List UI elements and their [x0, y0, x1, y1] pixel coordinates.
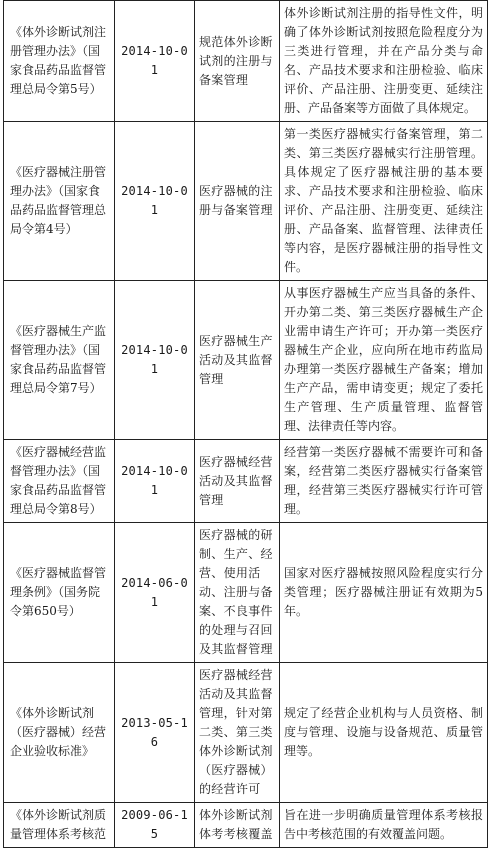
- effective-date-cell: [115, 663, 195, 803]
- table-row: [4, 440, 488, 523]
- regulated-scope: 医疗器械的研制、生产、经营、使用活动、注册与备案、不良事件的处理与召回及其监督管理: [199, 528, 273, 656]
- table-row: [4, 281, 488, 440]
- main-content: 体外诊断试剂注册的指导性文件，明确了体外诊断试剂按照危险程度分为三类进行管理，并在产品分类与命名、产品技术要求和注册检验、临床评价、产品注册、注册变更、延续注册、产品备案等方面做了具体规定。: [284, 6, 483, 115]
- regulated-scope-cell: [195, 663, 280, 803]
- effective-date-cell: [115, 122, 195, 281]
- effective-date-cell: [115, 1, 195, 122]
- regulation-name-cell: [4, 122, 115, 281]
- regulation-name: 《医疗器械生产监督管理办法》（国家食品药品监督管理总局令第7号）: [10, 324, 107, 395]
- regulation-name: 《医疗器械经营监督管理办法》（国家食品药品监督管理总局令第8号）: [10, 445, 107, 516]
- main-content: 国家对医疗器械按照风险程度实行分类管理；医疗器械注册证有效期为5年。: [284, 566, 483, 618]
- table-row: [4, 803, 488, 848]
- regulated-scope: 医疗器械的注册与备案管理: [199, 184, 273, 217]
- regulated-scope-cell: [195, 122, 280, 281]
- table-row: [4, 523, 488, 663]
- effective-date: 2014-10-01: [121, 343, 188, 376]
- main-content: 第一类医疗器械实行备案管理，第二类、第三类医疗器械实行注册管理。具体规定了医疗器械注册的基本要求、产品技术要求和注册检验、临床评价、产品注册、注册变更、延续注册、产品备案、监督管理、法律责任等内容，是医疗器械注册的指导性文件。: [284, 127, 483, 274]
- regulation-name-cell: [4, 663, 115, 803]
- main-content-cell: [280, 281, 488, 440]
- regulations-table: [3, 0, 488, 848]
- regulation-name-cell: [4, 523, 115, 663]
- effective-date-cell: [115, 523, 195, 663]
- table-row: [4, 1, 488, 122]
- effective-date: 2014-10-01: [121, 464, 188, 497]
- table-row: [4, 663, 488, 803]
- main-content: 经营第一类医疗器械不需要许可和备案，经营第二类医疗器械实行备案管理，经营第三类医疗器械实行许可管理。: [284, 445, 483, 516]
- main-content-cell: [280, 1, 488, 122]
- regulated-scope: 规范体外诊断试剂的注册与备案管理: [199, 34, 273, 87]
- main-content: 从事医疗器械生产应当具备的条件、开办第二类、第三类医疗器械生产企业需申请生产许可；开办第一类医疗器械生产企业，应向所在地市药监局办理第一类医疗器械生产备案；增加生产产品，需申请变更；规定了委托生产管理、生产质量管理、监督管理、法律责任等内容。: [284, 286, 483, 433]
- effective-date: 2014-10-01: [121, 44, 188, 77]
- regulated-scope-cell: [195, 803, 280, 848]
- table-row: [4, 122, 488, 281]
- regulated-scope: 医疗器械经营活动及其监督管理: [199, 454, 273, 507]
- main-content-cell: [280, 122, 488, 281]
- regulation-name: 《体外诊断试剂注册管理办法》（国家食品药品监督管理总局令第5号）: [10, 25, 107, 96]
- effective-date-cell: [115, 803, 195, 848]
- regulated-scope-cell: [195, 440, 280, 523]
- effective-date-cell: [115, 281, 195, 440]
- main-content-cell: [280, 440, 488, 523]
- regulated-scope-cell: [195, 523, 280, 663]
- regulation-name-cell: [4, 281, 115, 440]
- regulation-name: 《医疗器械监督管理条例》（国务院令第650号）: [10, 566, 107, 618]
- effective-date: 2013-05-16: [121, 715, 188, 749]
- main-content-cell: [280, 523, 488, 663]
- regulation-name: 《体外诊断试剂质量管理体系考核范: [10, 808, 107, 841]
- regulation-name-cell: [4, 1, 115, 122]
- regulation-name: 《体外诊断试剂（医疗器械）经营企业验收标准》: [10, 706, 107, 758]
- regulation-name: 《医疗器械注册管理办法》（国家食品药品监督管理总局令第4号）: [10, 165, 107, 236]
- regulated-scope: 医疗器械经营活动及其监督管理，针对第二类、第三类体外诊断试剂（医疗器械）的经营许可: [199, 668, 273, 796]
- main-content-cell: [280, 663, 488, 803]
- regulated-scope-cell: [195, 1, 280, 122]
- regulated-scope-cell: [195, 281, 280, 440]
- effective-date-cell: [115, 440, 195, 523]
- main-content: 旨在进一步明确质量管理体系考核报告中考核范围的有效覆盖问题。: [284, 808, 483, 841]
- regulated-scope: 医疗器械生产活动及其监督管理: [199, 333, 273, 386]
- effective-date: 2009-06-15: [121, 808, 188, 841]
- regulation-name-cell: [4, 803, 115, 848]
- effective-date: 2014-06-01: [121, 575, 188, 609]
- regulated-scope: 体外诊断试剂体考考核覆盖: [199, 808, 273, 841]
- main-content-cell: [280, 803, 488, 848]
- main-content: 规定了经营企业机构与人员资格、制度与管理、设施与设备规范、质量管理等。: [284, 706, 483, 758]
- regulation-name-cell: [4, 440, 115, 523]
- effective-date: 2014-10-01: [121, 184, 188, 217]
